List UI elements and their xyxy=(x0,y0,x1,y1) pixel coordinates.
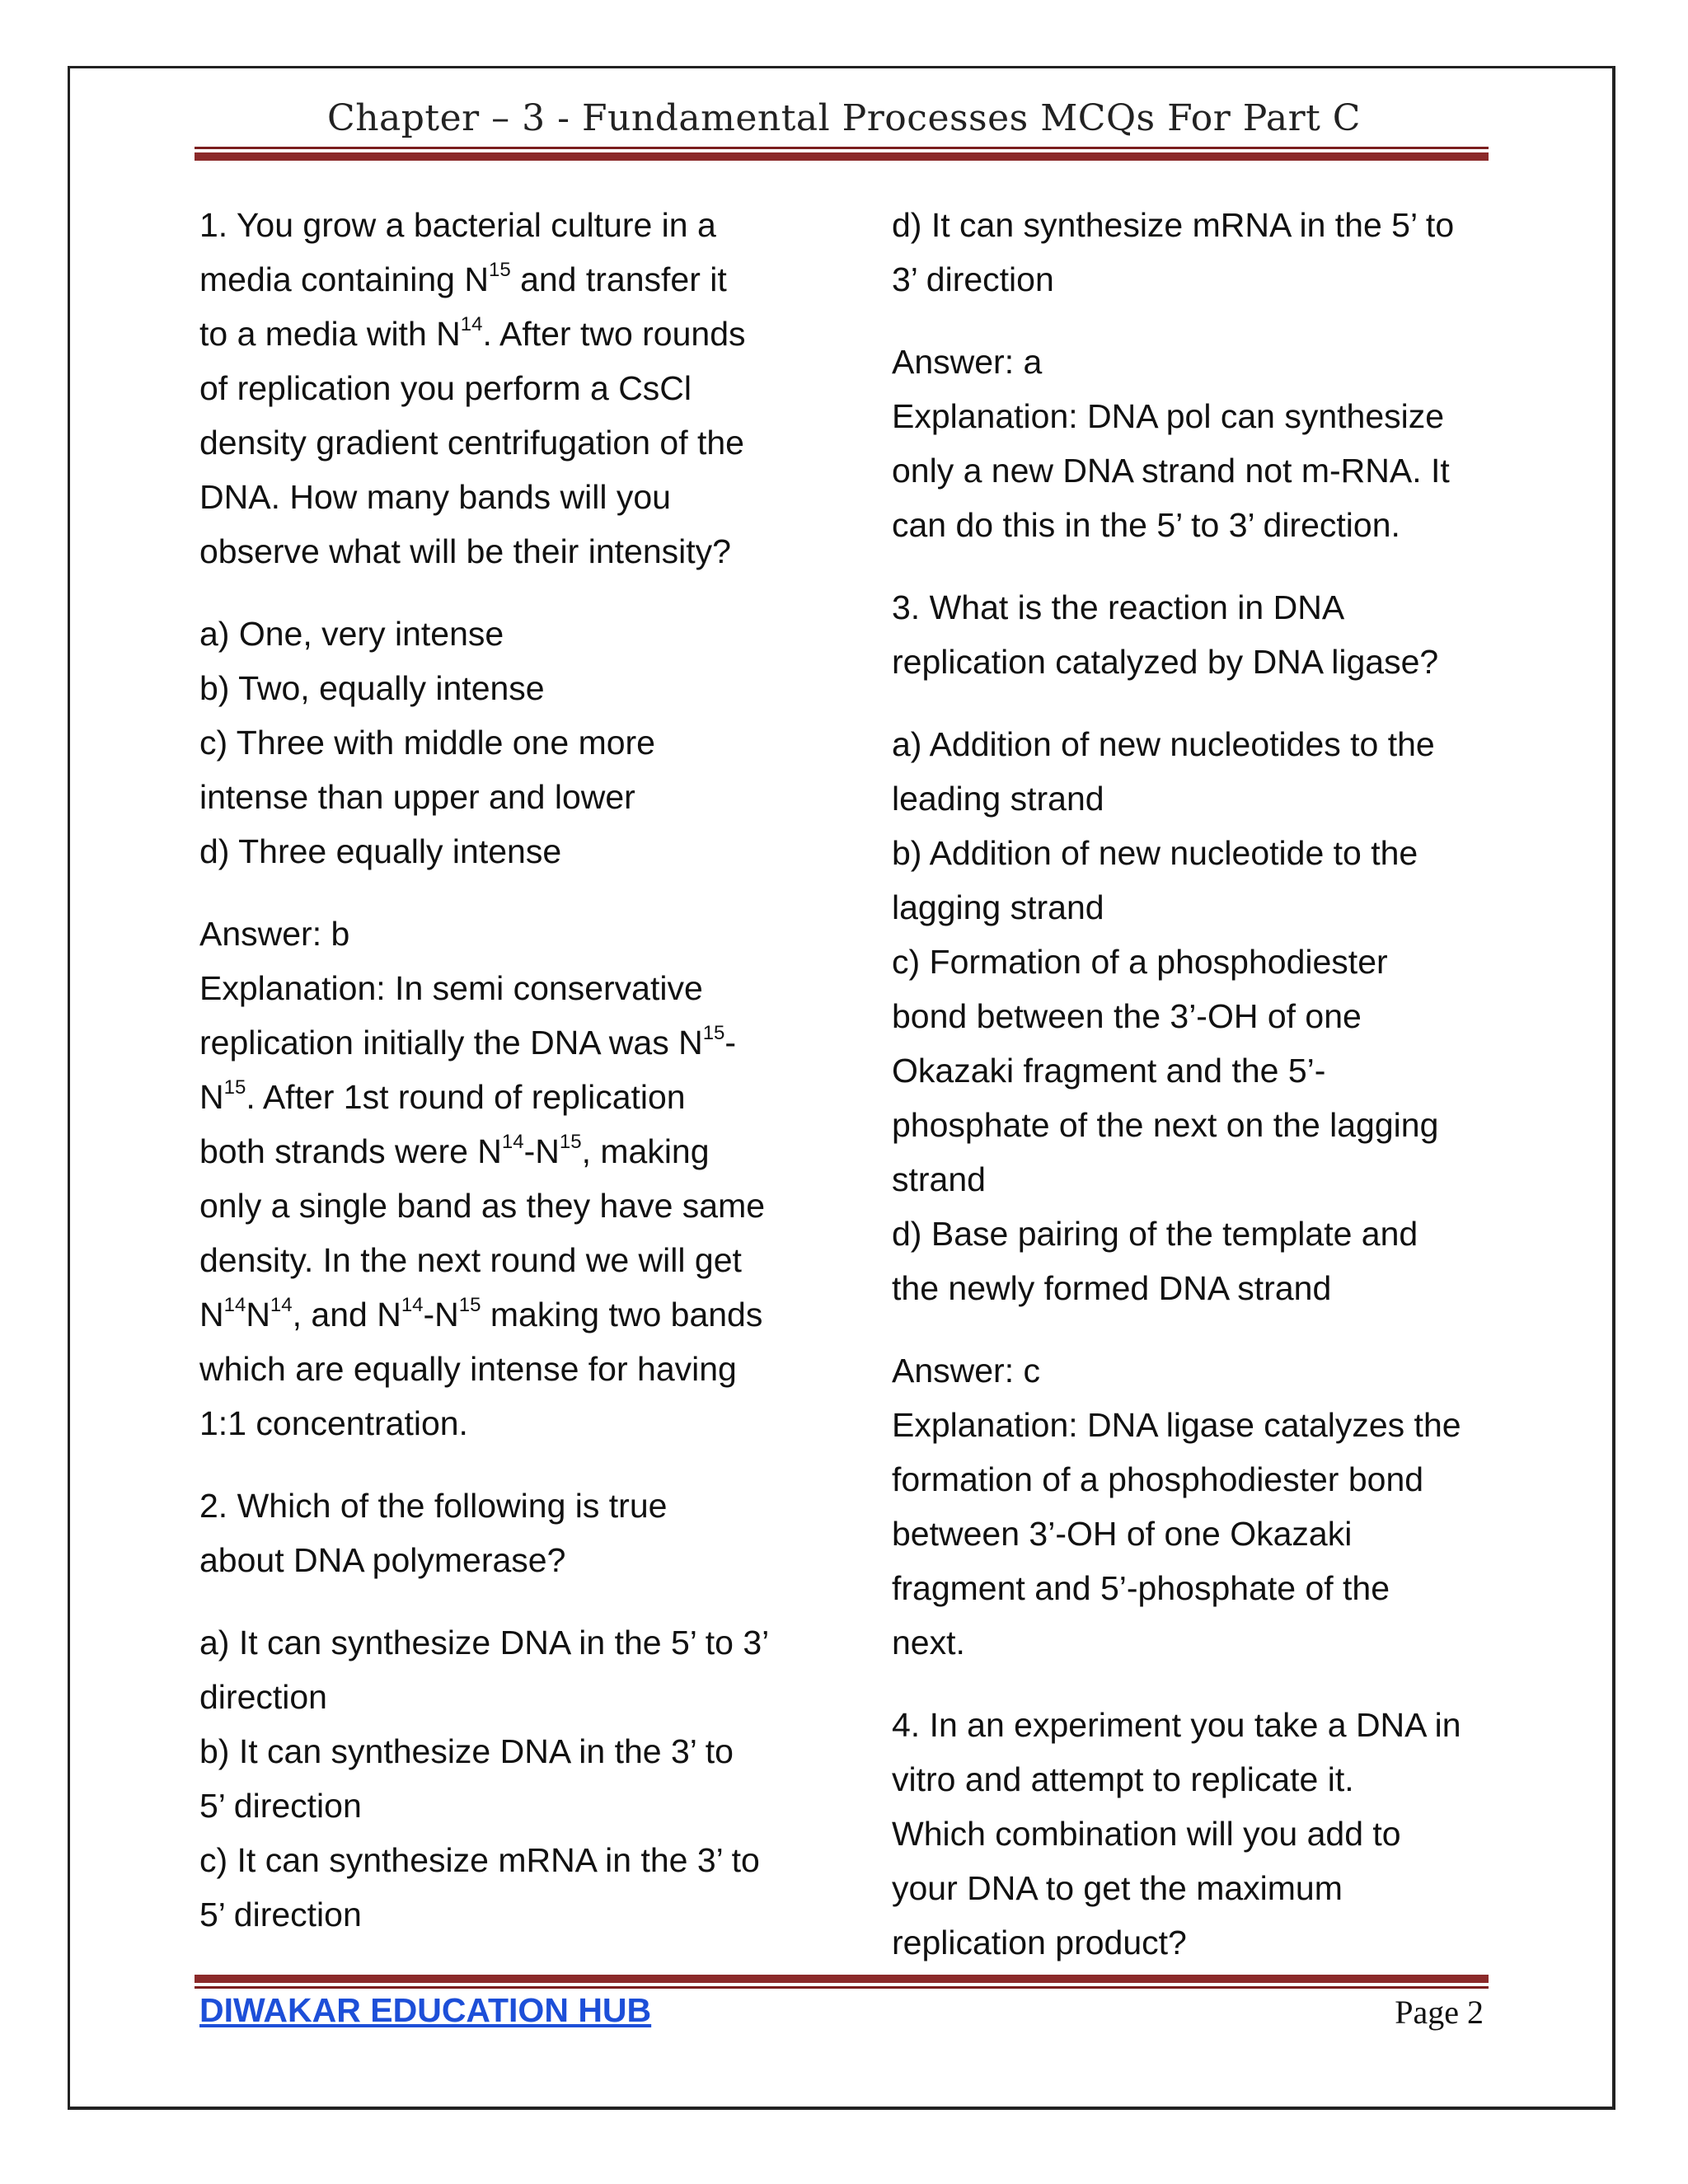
option-c: Okazaki fragment and the 5’- xyxy=(892,1052,1326,1090)
explanation-text: which are equally intense for having xyxy=(199,1350,737,1388)
question-2-options xyxy=(199,1615,826,1942)
explanation-text: only a new DNA strand not m-RNA. It xyxy=(892,452,1450,490)
option-c: c) Three with middle one more xyxy=(199,724,655,762)
option-b: b) It can synthesize DNA in the 3’ to xyxy=(199,1732,734,1770)
option-d: d) Base pairing of the template and xyxy=(892,1215,1418,1253)
explanation-text: fragment and 5’-phosphate of the xyxy=(892,1569,1390,1607)
question-1 xyxy=(199,198,826,579)
option-a: direction xyxy=(199,1678,327,1716)
question-text: about DNA polymerase? xyxy=(199,1541,566,1579)
question-text: vitro and attempt to replicate it. xyxy=(892,1760,1354,1798)
option-c: c) Formation of a phosphodiester xyxy=(892,943,1388,981)
question-text: density gradient centrifugation of the xyxy=(199,424,744,462)
option-a: a) It can synthesize DNA in the 5’ to 3’ xyxy=(199,1624,770,1661)
explanation-text: formation of a phosphodiester bond xyxy=(892,1460,1424,1498)
question-2 xyxy=(199,1479,826,1587)
footer-divider xyxy=(195,1975,1489,1989)
option-c: 5’ direction xyxy=(199,1896,362,1933)
page-header-title: Chapter – 3 - Fundamental Processes MCQs For Part C xyxy=(327,97,1361,139)
question-text: 3. What is the reaction in DNA xyxy=(892,588,1345,626)
question-text: your DNA to get the maximum xyxy=(892,1869,1343,1907)
option-b: lagging strand xyxy=(892,888,1104,926)
explanation-text: replication initially the DNA was $N^{15}-$ xyxy=(199,1022,737,1062)
answer-label: Answer: a xyxy=(892,343,1043,381)
question-2-options-continued xyxy=(892,198,1518,307)
question-4 xyxy=(892,1698,1518,1970)
question-text: 4. In an experiment you take a DNA in xyxy=(892,1706,1461,1744)
question-3-answer xyxy=(892,1343,1518,1670)
question-text: Which combination will you add to xyxy=(892,1815,1401,1853)
question-text: replication catalyzed by DNA ligase? xyxy=(892,643,1439,681)
option-c: strand xyxy=(892,1160,986,1198)
explanation-text: 1:1 concentration. xyxy=(199,1404,468,1442)
question-text: 1. You grow a bacterial culture in a xyxy=(199,206,716,244)
option-b: b) Addition of new nucleotide to the xyxy=(892,834,1418,872)
explanation-text: between 3’-OH of one Okazaki xyxy=(892,1515,1353,1553)
explanation-text: $N^{14}N^{14}$, and $N^{14}-N^{15}$ making two bands xyxy=(199,1294,763,1333)
question-text: of replication you perform a CsCl xyxy=(199,369,692,407)
question-text: 2. Which of the following is true xyxy=(199,1487,668,1525)
question-1-answer xyxy=(199,907,826,1451)
question-3-options xyxy=(892,717,1518,1315)
explanation-text: Explanation: DNA pol can synthesize xyxy=(892,397,1445,435)
footer-brand-link[interactable]: DIWAKAR EDUCATION HUB xyxy=(199,1991,652,2029)
answer-label: Answer: b xyxy=(199,915,350,953)
header-divider xyxy=(195,147,1489,161)
question-text: to a media with $N^{14}$. After two rounds xyxy=(199,313,746,353)
option-b: 5’ direction xyxy=(199,1787,362,1825)
option-d: d) It can synthesize mRNA in the 5’ to xyxy=(892,206,1455,244)
option-d: 3’ direction xyxy=(892,260,1054,298)
explanation-text: Explanation: DNA ligase catalyzes the xyxy=(892,1406,1461,1444)
question-text: replication product? xyxy=(892,1924,1187,1961)
explanation-text: can do this in the 5’ to 3’ direction. xyxy=(892,506,1400,544)
explanation-text: only a single band as they have same xyxy=(199,1187,766,1225)
explanation-text: density. In the next round we will get xyxy=(199,1241,742,1279)
answer-label: Answer: c xyxy=(892,1352,1040,1390)
question-text: DNA. How many bands will you xyxy=(199,478,671,516)
option-d: the newly formed DNA strand xyxy=(892,1269,1332,1307)
option-c: phosphate of the next on the lagging xyxy=(892,1106,1439,1144)
explanation-text: Explanation: In semi conservative xyxy=(199,969,703,1007)
explanation-text: $N^{15}$. After 1st round of replication xyxy=(199,1076,686,1116)
option-a: leading strand xyxy=(892,780,1104,818)
option-c: c) It can synthesize mRNA in the 3’ to xyxy=(199,1841,760,1879)
option-c: intense than upper and lower xyxy=(199,778,635,816)
left-column xyxy=(199,198,826,1970)
question-1-options xyxy=(199,607,826,879)
option-b: b) Two, equally intense xyxy=(199,669,545,707)
option-d: d) Three equally intense xyxy=(199,832,562,870)
question-text: media containing $N^{15}$ and transfer it xyxy=(199,259,727,298)
right-column xyxy=(892,198,1518,1998)
explanation-text: next. xyxy=(892,1624,965,1661)
question-text: observe what will be their intensity? xyxy=(199,532,731,570)
question-2-answer xyxy=(892,335,1518,552)
question-3 xyxy=(892,580,1518,689)
option-c: bond between the 3’-OH of one xyxy=(892,997,1362,1035)
page-number: Page 2 xyxy=(1395,1994,1484,2031)
option-a: a) One, very intense xyxy=(199,615,504,653)
explanation-text: both strands were $N^{14}-N^{15}$, making xyxy=(199,1131,710,1170)
option-a: a) Addition of new nucleotides to the xyxy=(892,725,1435,763)
